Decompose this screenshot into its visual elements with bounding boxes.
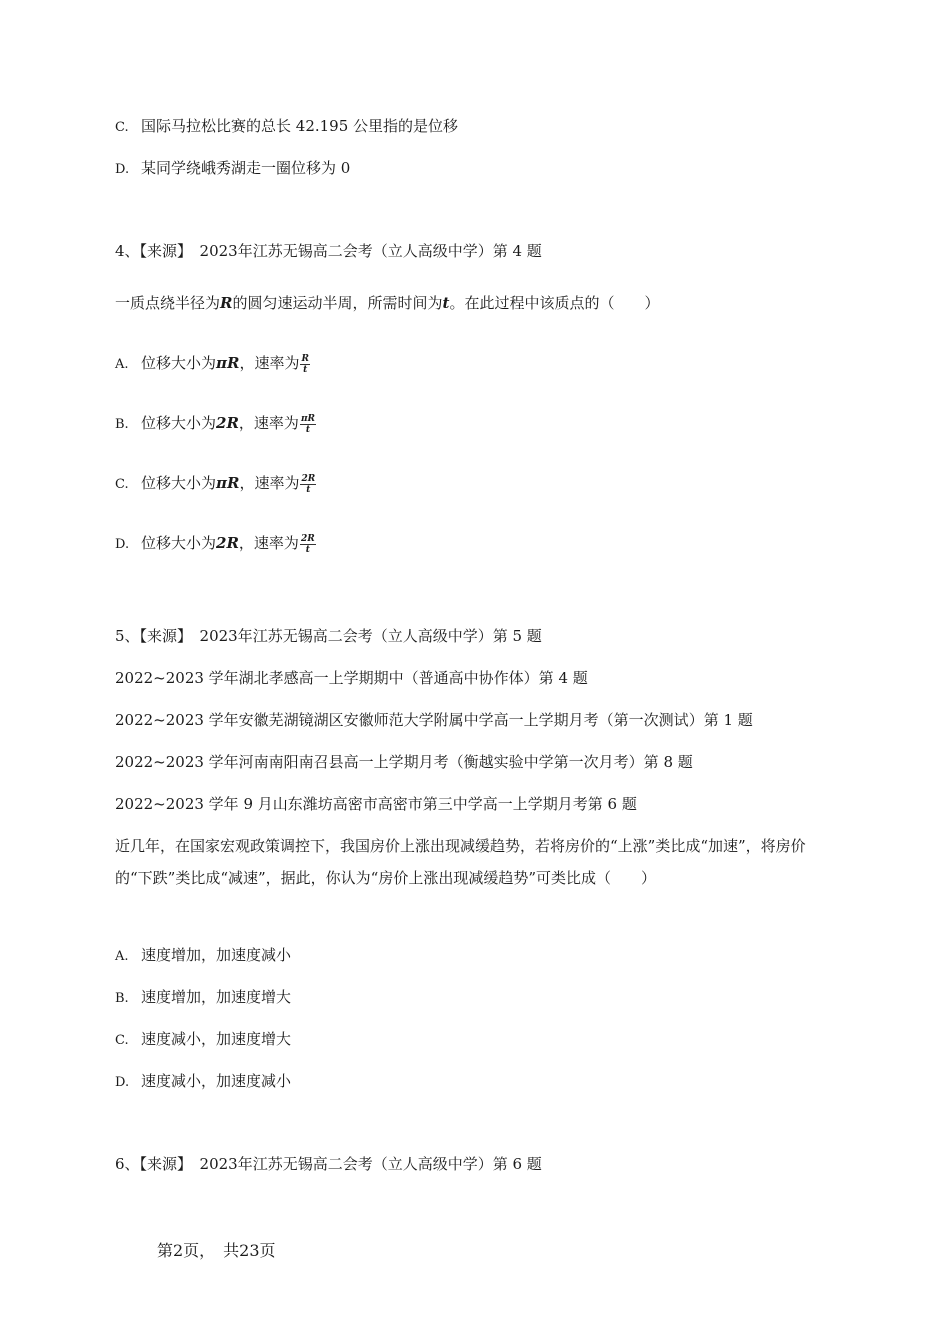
q6-header: 6、【来源】 2023年江苏无锡高二会考（立人高级中学）第 6 题: [115, 1155, 542, 1173]
math-R: R: [220, 294, 233, 312]
speed-fraction: $\frac{2R}{t}$: [301, 473, 316, 495]
option-letter: D.: [115, 162, 130, 177]
speed-fraction: $\frac{\pi R}{t}$: [300, 413, 316, 435]
q5-source: 2022~2023 学年 9 月山东潍坊高密市高密市第三中学高一上学期月考第 6 题: [115, 795, 637, 813]
q5-source: 2022~2023 学年安徽芜湖镜湖区安徽师范大学附属中学高一上学期月考（第一次测试）第 1 题: [115, 711, 753, 729]
q5-stem: 近几年，在国家宏观政策调控下，我国房价上涨出现减缓趋势，若将房价的“上涨”类比成“加速”，将房价的“下跌”类比成“减速”，据此，你认为“房价上涨出现减缓趋势”可类比成（ ）: [115, 837, 806, 887]
q4-option-b: B. 位移大小为2R，速率为 $\frac{\pi R}{t}$: [115, 413, 316, 435]
option-letter: D.: [115, 1075, 130, 1090]
displacement-formula: 2R: [216, 534, 239, 552]
speed-fraction: $\frac{R}{t}$: [301, 353, 309, 375]
displacement-formula: πR: [216, 474, 240, 492]
q5-option-c: [115, 1029, 291, 1051]
q5-source: 2022~2023 学年湖北孝感高一上学期期中（普通高中协作体）第 4 题: [115, 669, 588, 687]
page-footer: 第2页， 共23页: [157, 1241, 276, 1260]
q4-option-c: C. 位移大小为πR，速率为 $\frac{2R}{t}$: [115, 473, 316, 495]
speed-fraction: $\frac{2R}{t}$: [300, 533, 315, 555]
q5-source: 2022~2023 学年河南南阳南召县高一上学期月考（衡越实验中学第一次月考）第 8 题: [115, 753, 693, 771]
q3-option-d: [115, 158, 350, 180]
q3-option-c: [115, 116, 458, 138]
option-text: 速度减小，加速度增大: [141, 1030, 292, 1048]
displacement-formula: πR: [216, 354, 240, 372]
q5-option-d: [115, 1071, 291, 1093]
option-text: 速度增加，加速度减小: [141, 946, 292, 964]
q4-header: 4、【来源】 2023年江苏无锡高二会考（立人高级中学）第 4 题: [115, 242, 542, 260]
option-letter: C.: [115, 120, 129, 135]
q4-stem: 一质点绕半径为R的圆匀速运动半周，所需时间为t。在此过程中该质点的（ ）: [115, 294, 660, 312]
q5-option-a: [115, 945, 291, 967]
option-letter: B.: [115, 417, 129, 432]
q4-option-a: A. 位移大小为πR，速率为 $\frac{R}{t}$: [115, 353, 309, 375]
option-letter: B.: [115, 991, 129, 1006]
option-letter: D.: [115, 537, 130, 552]
option-text: 速度增加，加速度增大: [141, 988, 292, 1006]
option-text: 国际马拉松比赛的总长 42.195 公里指的是位移: [141, 117, 459, 135]
option-letter: C.: [115, 477, 129, 492]
option-text: 某同学绕峨秀湖走一圈位移为 0: [141, 159, 351, 177]
q5-option-b: [115, 987, 291, 1009]
option-letter: C.: [115, 1033, 129, 1048]
option-letter: A.: [115, 357, 129, 372]
option-text: 速度减小，加速度减小: [141, 1072, 292, 1090]
displacement-formula: 2R: [216, 414, 239, 432]
math-t: t: [442, 294, 450, 312]
q4-option-d: D. 位移大小为2R，速率为 $\frac{2R}{t}$: [115, 533, 315, 555]
option-letter: A.: [115, 949, 129, 964]
q5-header: 5、【来源】 2023年江苏无锡高二会考（立人高级中学）第 5 题: [115, 627, 542, 645]
